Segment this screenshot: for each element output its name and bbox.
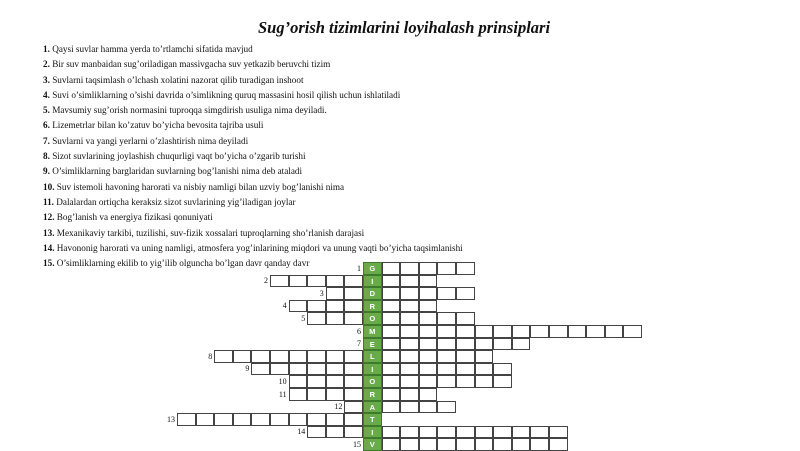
clue-number: 2. [43,59,50,70]
answer-cell[interactable] [251,350,270,363]
clue-number: 1. [43,44,50,54]
answer-cell[interactable] [549,426,568,439]
answer-cell[interactable] [344,312,363,325]
answer-cell[interactable] [456,426,475,439]
answer-cell[interactable] [437,312,456,325]
answer-cell[interactable] [437,350,456,363]
answer-cell[interactable] [419,375,438,388]
answer-cell[interactable] [270,363,289,376]
answer-cell[interactable] [437,325,456,338]
answer-cell[interactable] [419,262,438,275]
clue-text: Lizemetrlar bilan ko’zatuv bo’yicha bevosita tajriba usuli [52,120,264,131]
answer-cell[interactable] [419,363,438,376]
answer-cell[interactable] [344,363,363,376]
answer-cell[interactable] [214,413,233,426]
answer-cell[interactable] [493,375,512,388]
answer-cell[interactable] [307,426,326,439]
key-letter-cell: R [363,388,382,401]
answer-cell[interactable] [456,338,475,351]
answer-cell[interactable] [437,262,456,275]
key-letter-cell: I [363,426,382,439]
answer-cell[interactable] [475,325,494,338]
answer-cell[interactable] [530,325,549,338]
answer-cell[interactable] [289,363,308,376]
answer-cell[interactable] [382,262,401,275]
answer-cell[interactable] [289,350,308,363]
clue-number: 4. [43,89,50,100]
clue-text: Bog’lanish va energiya fizikasi qonuniyati [56,212,213,223]
clue-text: Suvlarni taqsimlash o’lchash xolatini nazorat qilib turadigan inshoot [52,74,304,85]
answer-cell[interactable] [326,312,345,325]
answer-cell[interactable] [456,375,475,388]
answer-cell[interactable] [530,438,549,451]
answer-cell[interactable] [344,426,363,439]
answer-cell[interactable] [270,350,289,363]
key-letter-cell: V [363,438,382,451]
answer-cell[interactable] [326,388,345,401]
key-letter-cell: A [363,401,382,414]
key-letter-cell: M [363,325,382,338]
answer-cell[interactable] [307,275,326,288]
key-letter-cell: I [363,363,382,376]
answer-cell[interactable] [251,363,270,376]
clue-number: 7. [43,135,50,146]
row-number: 7 [357,339,361,349]
row-number: 2 [264,276,268,286]
answer-cell[interactable] [437,438,456,451]
answer-cell[interactable] [400,388,419,401]
answer-cell[interactable] [419,312,438,325]
answer-cell[interactable] [307,300,326,313]
answer-cell[interactable] [289,413,308,426]
answer-cell[interactable] [400,338,419,351]
clue-number: 6. [43,120,50,131]
answer-cell[interactable] [456,438,475,451]
answer-cell[interactable] [400,325,419,338]
clue-number: 11. [43,196,54,207]
clue-number: 12. [43,212,55,223]
answer-cell[interactable] [493,438,512,451]
answer-cell[interactable] [475,350,494,363]
clue-text: Havononig harorati va uning namligi, atmosfera yog’inlarining miqdori va unung vaqti bo’yicha taqsimlanishi [56,242,463,253]
answer-cell[interactable] [437,401,456,414]
key-letter-cell: I [363,275,382,288]
answer-cell[interactable] [419,275,438,288]
answer-cell[interactable] [344,413,363,426]
answer-cell[interactable] [419,388,438,401]
clue-number: 3. [43,74,50,85]
answer-cell[interactable] [307,388,326,401]
answer-cell[interactable] [419,426,438,439]
answer-cell[interactable] [326,350,345,363]
answer-cell[interactable] [400,363,419,376]
answer-cell[interactable] [382,363,401,376]
answer-cell[interactable] [382,350,401,363]
answer-cell[interactable] [437,426,456,439]
page-title: Sug’orish tizimlarini loyihalash prinsiplari [257,18,551,37]
answer-cell[interactable] [493,338,512,351]
clue-number: 13. [43,227,55,238]
key-letter-cell: L [363,350,382,363]
answer-cell[interactable] [251,413,270,426]
clue-text: O’simliklarning ekilib to yig’ilib olguncha bo’lgan davr qanday davr [56,258,310,269]
answer-cell[interactable] [549,325,568,338]
answer-cell[interactable] [419,287,438,300]
answer-cell[interactable] [530,426,549,439]
answer-cell[interactable] [344,388,363,401]
answer-cell[interactable] [344,287,363,300]
clue-number: 14. [43,242,55,253]
clue-text: Dalalardan ortiqcha keraksiz sizot suvlarining yig’iladigan joylar [56,196,296,207]
answer-cell[interactable] [307,350,326,363]
answer-cell[interactable] [307,363,326,376]
row-number: 11 [278,389,287,399]
answer-cell[interactable] [623,325,642,338]
clue-text: Mexanikaviy tarkibi, tuzilishi, suv-fizik xossalari tuproqlarning sho’rlanish darajasi [56,227,365,238]
answer-cell[interactable] [419,300,438,313]
answer-cell[interactable] [456,312,475,325]
key-letter-cell: O [363,312,382,325]
answer-cell[interactable] [475,338,494,351]
row-number: 8 [208,351,213,361]
answer-cell[interactable] [326,375,345,388]
answer-cell[interactable] [307,413,326,426]
answer-cell[interactable] [475,426,494,439]
answer-cell[interactable] [382,287,401,300]
answer-cell[interactable] [419,325,438,338]
answer-cell[interactable] [400,438,419,451]
answer-cell[interactable] [326,426,345,439]
answer-cell[interactable] [456,287,475,300]
answer-cell[interactable] [382,275,401,288]
row-number: 5 [301,313,306,323]
answer-cell[interactable] [493,325,512,338]
row-number: 6 [357,326,361,336]
answer-cell[interactable] [456,350,475,363]
answer-cell[interactable] [419,338,438,351]
clue-text: Sizot suvlarining joylashish chuqurligi vaqt bo’yicha o’zgarib turishi [52,151,306,162]
answer-cell[interactable] [233,350,252,363]
answer-cell[interactable] [400,375,419,388]
answer-cell[interactable] [456,262,475,275]
answer-cell[interactable] [270,413,289,426]
answer-cell[interactable] [493,426,512,439]
answer-cell[interactable] [400,287,419,300]
answer-cell[interactable] [344,300,363,313]
row-number: 10 [278,376,287,386]
answer-cell[interactable] [382,401,401,414]
row-number: 14 [297,427,306,437]
answer-cell[interactable] [344,401,363,414]
clue-number: 8. [43,151,50,162]
clue-text: Suvi o’simliklarning o’sishi davrida o’simlikning quruq massasini hosil qilish uchun ishlatiladi [52,89,401,100]
answer-cell[interactable] [382,388,401,401]
answer-cell[interactable] [382,300,401,313]
key-letter-cell: O [363,375,382,388]
answer-cell[interactable] [437,375,456,388]
answer-cell[interactable] [437,287,456,300]
key-letter-cell: G [363,262,382,275]
answer-cell[interactable] [475,363,494,376]
clue-number: 9. [43,166,50,177]
answer-cell[interactable] [326,275,345,288]
row-number: 9 [245,364,250,374]
answer-cell[interactable] [382,312,401,325]
answer-cell[interactable] [289,275,308,288]
answer-cell[interactable] [400,300,419,313]
answer-cell[interactable] [214,350,233,363]
answer-cell[interactable] [400,350,419,363]
row-number: 1 [357,263,361,273]
key-letter-cell: E [363,338,382,351]
answer-cell[interactable] [475,375,494,388]
row-number: 4 [282,301,287,311]
answer-cell[interactable] [382,426,401,439]
answer-cell[interactable] [326,300,345,313]
answer-cell[interactable] [456,363,475,376]
answer-cell[interactable] [196,413,215,426]
answer-cell[interactable] [344,275,363,288]
clue-text: O’simliklarning barglaridan suvlarning bog’lanishi nima deb ataladi [52,166,303,177]
clue-text: Bir suv manbaidan sug’oriladigan massivgacha suv yetkazib beruvchi tizim [52,59,331,70]
answer-cell[interactable] [289,388,308,401]
key-letter-cell: T [363,413,382,426]
answer-cell[interactable] [177,413,196,426]
answer-cell[interactable] [605,325,624,338]
clue-number: 15. [43,258,55,269]
row-number: 3 [319,288,324,298]
answer-cell[interactable] [400,426,419,439]
answer-cell[interactable] [307,312,326,325]
clue-number: 5. [43,105,50,116]
answer-cell[interactable] [270,275,289,288]
clue-text: Suv istemoli havoning harorati va nisbiy namligi bilan uzviy bog’lanishi nima [56,181,345,192]
answer-cell[interactable] [586,325,605,338]
row-number: 15 [353,439,361,449]
clue-text: Qaysi suvlar hamma yerda to’rtlamchi sifatida mavjud [52,44,253,54]
answer-cell[interactable] [512,325,531,338]
answer-cell[interactable] [289,300,308,313]
answer-cell[interactable] [419,401,438,414]
answer-cell[interactable] [326,413,345,426]
answer-cell[interactable] [419,438,438,451]
answer-cell[interactable] [382,338,401,351]
answer-cell[interactable] [344,375,363,388]
row-number: 12 [334,402,343,412]
answer-cell[interactable] [382,375,401,388]
answer-cell[interactable] [512,426,531,439]
answer-cell[interactable] [456,325,475,338]
answer-cell[interactable] [493,363,512,376]
answer-cell[interactable] [400,312,419,325]
answer-cell[interactable] [512,338,531,351]
answer-cell[interactable] [326,363,345,376]
answer-cell[interactable] [307,375,326,388]
answer-cell[interactable] [437,363,456,376]
answer-cell[interactable] [437,338,456,351]
answer-cell[interactable] [568,325,587,338]
answer-cell[interactable] [475,438,494,451]
answer-cell[interactable] [382,325,401,338]
answer-cell[interactable] [233,413,252,426]
answer-cell[interactable] [326,287,345,300]
answer-cell[interactable] [549,438,568,451]
answer-cell[interactable] [382,438,401,451]
clue-number: 10. [43,181,55,192]
answer-cell[interactable] [400,262,419,275]
key-letter-cell: R [363,300,382,313]
clue-text: Mavsumiy sug’orish normasini tuproqqa simgdirish usuliga nima deyiladi. [52,105,327,116]
answer-cell[interactable] [344,350,363,363]
clue-text: Suvlarni va yangi yerlarni o’zlashtirish nima deyiladi [52,135,249,146]
answer-cell[interactable] [289,375,308,388]
answer-cell[interactable] [419,350,438,363]
row-number: 13 [167,414,175,424]
answer-cell[interactable] [400,401,419,414]
answer-cell[interactable] [512,438,531,451]
key-letter-cell: D [363,287,382,300]
answer-cell[interactable] [400,275,419,288]
